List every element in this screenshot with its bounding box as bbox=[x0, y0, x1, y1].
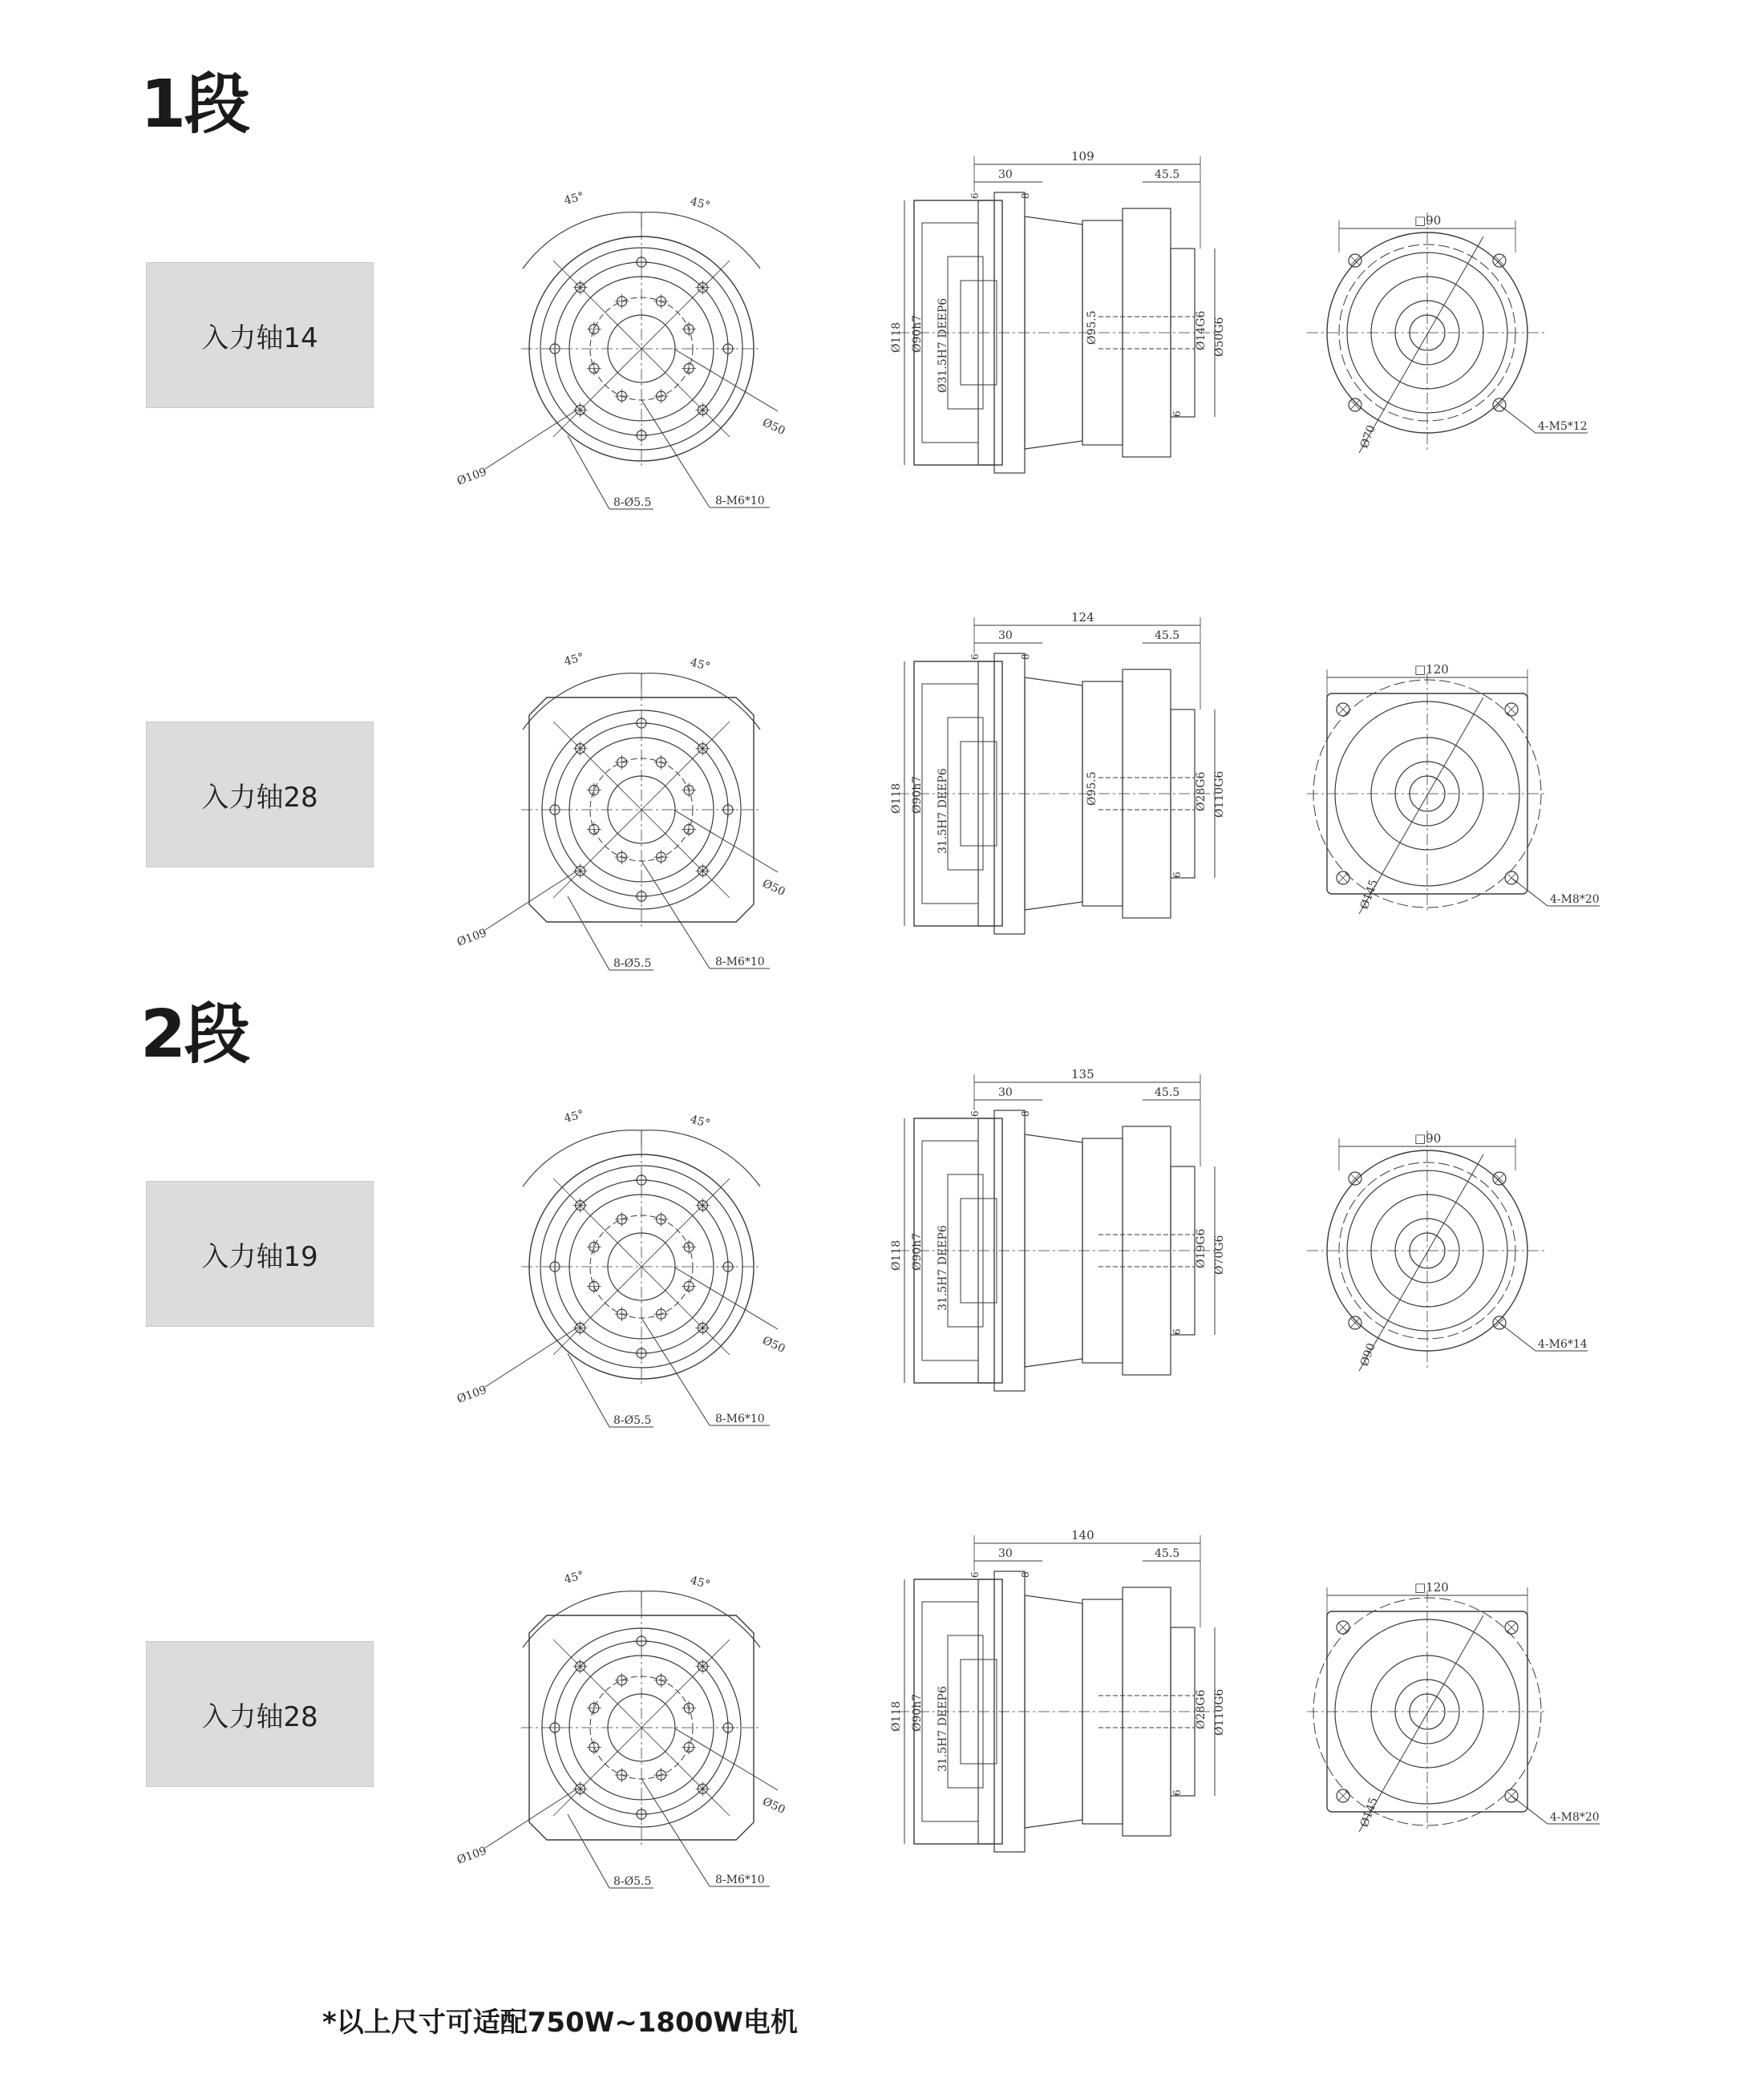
angle-label-right: 45° bbox=[688, 1574, 712, 1592]
leader-line bbox=[641, 400, 710, 507]
angle-label-right: 45° bbox=[688, 1113, 712, 1131]
dimension-left-3: 31.5H7 DEEP6 bbox=[937, 768, 949, 854]
leader-line bbox=[641, 1779, 710, 1886]
row-label-2: 入力轴28 bbox=[146, 722, 374, 867]
dimension-tap: 8-M6*10 bbox=[715, 1413, 765, 1425]
dimension-total: 109 bbox=[1071, 149, 1094, 164]
dimension-right-2: Ø110G6 bbox=[1213, 770, 1226, 818]
leader-line bbox=[568, 1353, 609, 1427]
dimension-right-1: Ø28G6 bbox=[1195, 771, 1208, 811]
angle-label-left: 45° bbox=[562, 1107, 586, 1126]
drawing-rect bbox=[922, 223, 978, 443]
drawing-row-4 bbox=[455, 1527, 1620, 1888]
dimension-front-tap: 4-M5*12 bbox=[1538, 420, 1588, 433]
dimension-dia2: Ø50 bbox=[760, 1795, 787, 1817]
dimension-right-1: Ø28G6 bbox=[1195, 1689, 1208, 1729]
dimension-left-2: Ø90h7 bbox=[911, 775, 924, 814]
dimension-right-2: Ø50G6 bbox=[1213, 317, 1226, 357]
leader-line bbox=[568, 1814, 609, 1888]
drawing-row-2 bbox=[455, 609, 1620, 970]
angle-label-right: 45° bbox=[688, 195, 712, 213]
dimension-holes: 8-Ø5.5 bbox=[613, 1875, 652, 1888]
dimension-e: 6 bbox=[1171, 410, 1183, 417]
dimension-c: 8 bbox=[1020, 1110, 1031, 1117]
dimension-left-2: Ø90h7 bbox=[911, 1232, 924, 1271]
dimension-tap: 8-M6*10 bbox=[715, 495, 765, 507]
dimension-d: 45.5 bbox=[1155, 168, 1180, 181]
leader-line bbox=[1511, 1796, 1548, 1824]
dimension-tap: 8-M6*10 bbox=[715, 956, 765, 968]
dimension-b: 6 bbox=[969, 1110, 981, 1117]
angle-label-left: 45° bbox=[562, 189, 586, 208]
dimension-e: 6 bbox=[1171, 1789, 1183, 1796]
leader-line bbox=[1511, 878, 1548, 906]
dimension-front-tap: 4-M8*20 bbox=[1550, 1811, 1600, 1824]
dimension-left-2: Ø90h7 bbox=[911, 314, 924, 353]
dimension-square: □120 bbox=[1414, 1580, 1449, 1595]
section-title-1: 1段 bbox=[140, 67, 249, 143]
dimension-left-1: Ø118 bbox=[890, 782, 903, 814]
leader-line bbox=[568, 435, 609, 509]
dimension-holes: 8-Ø5.5 bbox=[613, 1414, 652, 1427]
dimension-a: 30 bbox=[998, 629, 1013, 642]
dimension-dia1: Ø109 bbox=[455, 465, 489, 488]
dimension-front-dia: Ø90 bbox=[1357, 1341, 1378, 1368]
dimension-square: □90 bbox=[1414, 1131, 1442, 1146]
drawing-rect bbox=[922, 1602, 978, 1821]
dimension-square: □120 bbox=[1414, 662, 1449, 677]
dimension-a: 30 bbox=[998, 1086, 1013, 1099]
leader-line bbox=[1499, 1323, 1535, 1351]
dimension-front-dia: Ø70 bbox=[1357, 423, 1378, 451]
dimension-right-2: Ø110G6 bbox=[1213, 1688, 1226, 1736]
leader-line bbox=[641, 861, 710, 968]
leader-line bbox=[674, 349, 778, 411]
footnote: *以上尺寸可适配750W~1800W电机 bbox=[322, 2007, 798, 2039]
dimension-holes: 8-Ø5.5 bbox=[613, 957, 652, 970]
dimension-left-3: 31.5H7 DEEP6 bbox=[937, 1225, 949, 1311]
row-label-4: 入力轴28 bbox=[146, 1641, 374, 1787]
dimension-dia1: Ø109 bbox=[455, 926, 489, 949]
dimension-e: 6 bbox=[1171, 1328, 1183, 1335]
dimension-b: 6 bbox=[969, 192, 981, 199]
dimension-b: 6 bbox=[969, 1571, 981, 1578]
dimension-b: 6 bbox=[969, 653, 981, 660]
leader-line bbox=[485, 1789, 577, 1848]
dimension-square: □90 bbox=[1414, 213, 1442, 228]
angle-label-right: 45° bbox=[688, 656, 712, 674]
dimension-left-2: Ø90h7 bbox=[911, 1693, 924, 1732]
leader-line bbox=[568, 896, 609, 970]
dimension-tap: 8-M6*10 bbox=[715, 1874, 765, 1886]
dimension-left-3: 31.5H7 DEEP6 bbox=[937, 1686, 949, 1772]
dimension-d: 45.5 bbox=[1155, 1547, 1180, 1560]
drawing-row-3 bbox=[455, 1066, 1620, 1427]
dimension-a: 30 bbox=[998, 168, 1013, 181]
angle-label-left: 45° bbox=[562, 650, 586, 669]
dimension-front-dia: Ø145 bbox=[1357, 1795, 1381, 1829]
dimension-mid: Ø95.5 bbox=[1086, 310, 1098, 345]
row-label-3: 入力轴19 bbox=[146, 1181, 374, 1327]
dimension-dia2: Ø50 bbox=[760, 877, 787, 899]
angle-label-left: 45° bbox=[562, 1568, 586, 1587]
dimension-front-dia: Ø145 bbox=[1357, 877, 1381, 912]
dimension-right-1: Ø14G6 bbox=[1195, 310, 1208, 350]
dimension-mid: Ø95.5 bbox=[1086, 771, 1098, 806]
leader-line bbox=[485, 1328, 577, 1387]
dimension-total: 140 bbox=[1071, 1528, 1094, 1542]
dimension-c: 8 bbox=[1020, 653, 1031, 660]
dimension-total: 135 bbox=[1071, 1067, 1094, 1081]
row-label-1: 入力轴14 bbox=[146, 262, 374, 408]
dimension-total: 124 bbox=[1071, 610, 1094, 625]
leader-line bbox=[674, 1267, 778, 1329]
drawing-rect bbox=[922, 1141, 978, 1360]
dimension-left-1: Ø118 bbox=[890, 321, 903, 353]
dimension-c: 8 bbox=[1020, 192, 1031, 199]
dimension-front-tap: 4-M8*20 bbox=[1550, 893, 1600, 906]
leader-line bbox=[641, 1318, 710, 1425]
dimension-c: 8 bbox=[1020, 1571, 1031, 1578]
leader-line bbox=[485, 871, 577, 930]
dimension-front-tap: 4-M6*14 bbox=[1538, 1338, 1588, 1351]
dimension-e: 6 bbox=[1171, 871, 1183, 878]
dimension-right-2: Ø70G6 bbox=[1213, 1235, 1226, 1275]
drawing-rect bbox=[922, 684, 978, 904]
dimension-left-1: Ø118 bbox=[890, 1239, 903, 1271]
dimension-holes: 8-Ø5.5 bbox=[613, 496, 652, 509]
dimension-left-3: Ø31.5H7 DEEP6 bbox=[937, 297, 949, 393]
drawing-row-1 bbox=[455, 148, 1620, 509]
section-title-2: 2段 bbox=[140, 997, 249, 1073]
leader-line bbox=[485, 410, 577, 469]
dimension-right-1: Ø19G6 bbox=[1195, 1228, 1208, 1268]
dimension-dia2: Ø50 bbox=[760, 1334, 787, 1356]
dimension-dia1: Ø109 bbox=[455, 1383, 489, 1406]
dimension-d: 45.5 bbox=[1155, 1086, 1180, 1099]
dimension-a: 30 bbox=[998, 1547, 1013, 1560]
dimension-left-1: Ø118 bbox=[890, 1700, 903, 1732]
dimension-d: 45.5 bbox=[1155, 629, 1180, 642]
dimension-dia1: Ø109 bbox=[455, 1844, 489, 1867]
dimension-dia2: Ø50 bbox=[760, 416, 787, 439]
leader-line bbox=[1499, 405, 1535, 433]
